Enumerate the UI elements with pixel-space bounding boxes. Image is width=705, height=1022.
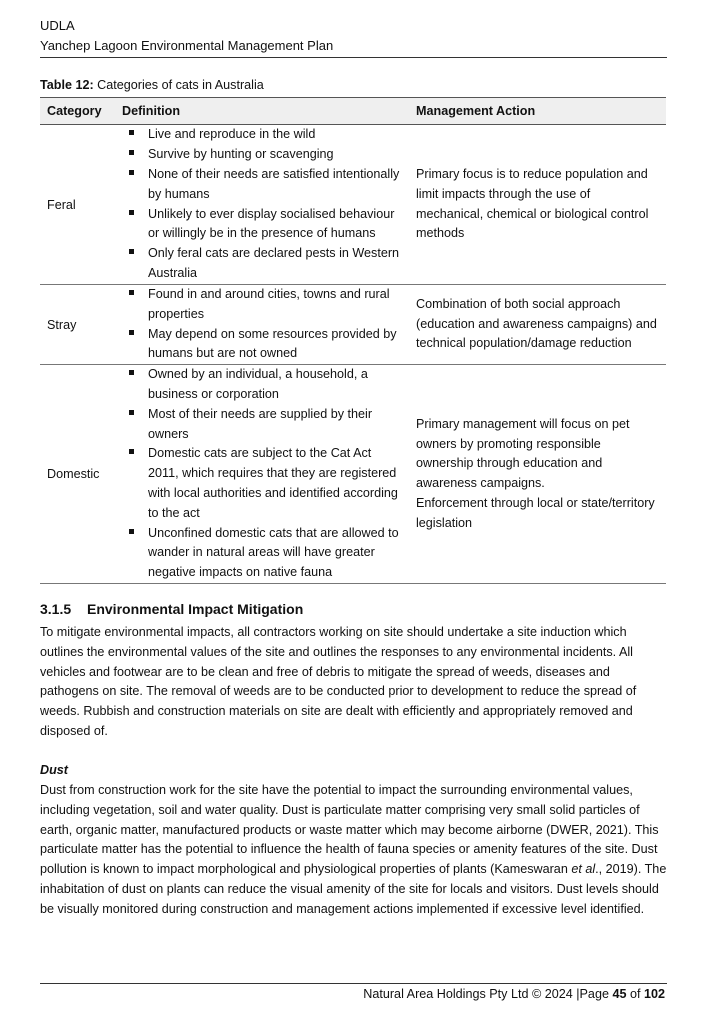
definition-item: Survive by hunting or scavenging [148,145,402,165]
dust-text-italic: et al [571,862,596,877]
footer-of: of [626,987,644,1001]
section-heading [40,601,303,617]
cat-categories-table [40,97,666,584]
management-action-line: Primary management will focus on pet owners by promoting responsible ownership through education and awareness campaigns. [416,416,630,491]
definition-list [122,285,402,364]
management-action-cell [409,365,666,584]
table-row-stray [40,285,666,365]
definition-item: Unconfined domestic cats that are allowed to wander in natural areas will have greater negative impacts on native fauna [148,524,402,583]
section-paragraph: To mitigate environmental impacts, all contractors working on site should undertake a site induction which outlines the environmental values of the site and outlines the responses to any environmental incidents. All vehicles and footwear are to be clean and free of debris to mitigate the spread of weeds, diseases and pathogens on site. The removal of weeds are to be conducted prior to development to reduce the spread of weeds. Rubbish and construction materials on site are dealt with efficiently and appropriately removed and disposed of. [40,625,637,738]
footer-company: Natural Area Holdings Pty Ltd © 2024 |Page [363,987,613,1001]
footer-page-number: 45 [612,987,627,1001]
column-header-definition: Definition [115,98,409,125]
header-divider [40,57,667,58]
category-cell: Stray [40,285,115,365]
definition-item: Most of their needs are supplied by their owners [148,405,402,445]
category-cell: Feral [40,125,115,285]
dust-paragraph [40,781,667,920]
definition-item: Found in and around cities, towns and rural properties [148,285,402,325]
definition-item: May depend on some resources provided by humans but are not owned [148,325,402,365]
column-header-management-action: Management Action [409,98,666,125]
footer-divider [40,983,667,984]
management-action-line: Enforcement through local or state/territory legislation [416,495,655,530]
table-row-domestic [40,365,666,584]
dust-heading: Dust [40,763,68,777]
table-header-row [40,98,666,125]
definition-item: Owned by an individual, a household, a business or corporation [148,365,402,405]
definition-item: Unlikely to ever display socialised behaviour or willingly be in the presence of humans [148,205,402,245]
table-caption [40,78,264,92]
page-header [40,16,667,56]
dust-text-part: Dust from construction work for the site have the potential to impact the surrounding environmental values, including vegetation, soil and water quality. Dust is particulate matter comprising very small solid particles of earth, organic matter, manufactured products or waste matter which may become airborne (DWER, 2021). This particulate matter has the potential to influence the health of fauna species or amenity features of the site. Dust pollution is known to impact morphological and physiological properties of plants (Kameswaran [40,783,659,877]
definition-list [122,365,402,583]
definition-item: None of their needs are satisfied intentionally by humans [148,165,402,205]
management-action-cell: Primary focus is to reduce population and limit impacts through the use of mechanical, chemical or biological control methods [409,125,666,285]
header-org: UDLA [40,18,75,33]
table-caption-label: Table 12: [40,78,94,92]
definition-item: Only feral cats are declared pests in Western Australia [148,244,402,284]
definition-cell [115,365,409,584]
table-row-feral [40,125,666,285]
definition-cell [115,125,409,285]
header-doc-title: Yanchep Lagoon Environmental Management Plan [40,38,334,53]
definition-cell [115,285,409,365]
management-action-cell: Combination of both social approach (education and awareness campaigns) and technical population/damage reduction [409,285,666,365]
category-cell: Domestic [40,365,115,584]
page-footer [363,987,665,1001]
definition-list [122,125,402,283]
footer-page-total: 102 [643,987,665,1001]
section-title: Environmental Impact Mitigation [87,601,304,617]
section-number: 3.1.5 [40,601,72,617]
definition-item: Domestic cats are subject to the Cat Act 2011, which requires that they are registered with local authorities and identified according to the act [148,444,402,523]
table-caption-text: Categories of cats in Australia [93,78,264,92]
column-header-category: Category [40,98,115,125]
definition-item: Live and reproduce in the wild [148,125,402,145]
dust-text-part: ., 2019). The inhabitation of dust on plants can reduce the visual amenity of the site for locals and visitors. Dust levels should be visually monitored during construction and management actions implemented if excessive level identified. [40,862,667,916]
